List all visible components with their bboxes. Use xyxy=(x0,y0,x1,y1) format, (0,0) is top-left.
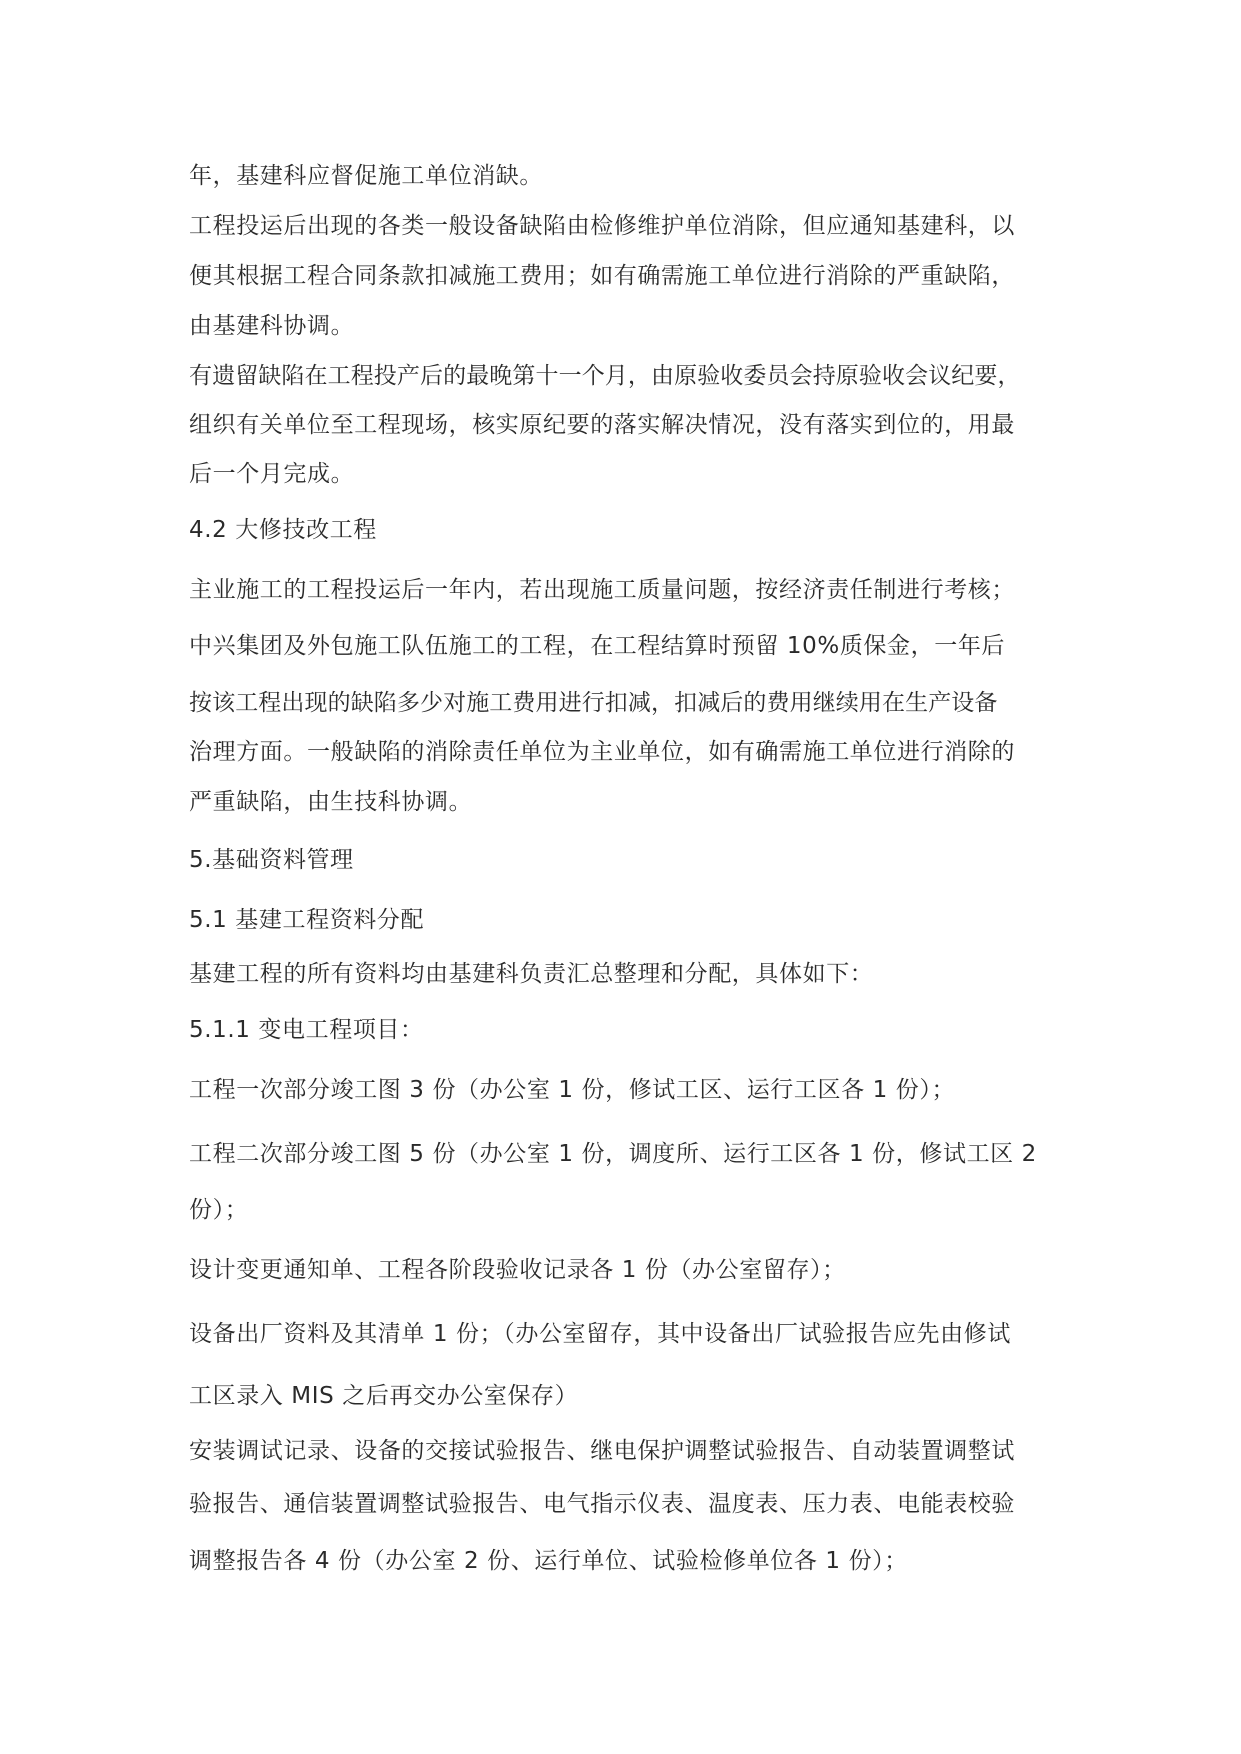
text-line: 年，基建科应督促施工单位消缺。 xyxy=(189,163,543,189)
text-line: 安装调试记录、设备的交接试验报告、继电保护调整试验报告、自动装置调整试 xyxy=(189,1438,1015,1464)
text-line: 便其根据工程合同条款扣减施工费用；如有确需施工单位进行消除的严重缺陷， xyxy=(189,263,1015,289)
section-heading: 5.1.1 变电工程项目： xyxy=(189,1017,424,1043)
text-line: 严重缺陷，由生技科协调。 xyxy=(189,789,473,815)
text-line: 有遗留缺陷在工程投产后的最晚第十一个月，由原验收委员会持原验收会议纪要， xyxy=(189,363,1021,389)
text-line: 工区录入 MIS 之后再交办公室保存） xyxy=(189,1383,579,1409)
text-line: 后一个月完成。 xyxy=(189,461,355,487)
text-line: 验报告、通信装置调整试验报告、电气指示仪表、温度表、压力表、电能表校验 xyxy=(189,1491,1015,1517)
text-line: 由基建科协调。 xyxy=(189,313,355,339)
text-line: 设计变更通知单、工程各阶段验收记录各 1 份（办公室留存）； xyxy=(189,1257,846,1283)
text-line: 基建工程的所有资料均由基建科负责汇总整理和分配，具体如下： xyxy=(189,961,874,987)
section-heading: 5.1 基建工程资料分配 xyxy=(189,907,425,933)
section-heading: 4.2 大修技改工程 xyxy=(189,517,377,543)
text-line: 设备出厂资料及其清单 1 份；（办公室留存，其中设备出厂试验报告应先由修试 xyxy=(189,1321,1011,1347)
text-line: 主业施工的工程投运后一年内，若出现施工质量问题，按经济责任制进行考核； xyxy=(189,577,1015,603)
text-line: 工程二次部分竣工图 5 份（办公室 1 份，调度所、运行工区各 1 份，修试工区 2 xyxy=(189,1141,1037,1167)
text-line: 调整报告各 4 份（办公室 2 份、运行单位、试验检修单位各 1 份）； xyxy=(189,1548,908,1574)
text-line: 工程投运后出现的各类一般设备缺陷由检修维护单位消除，但应通知基建科，以 xyxy=(189,213,1015,239)
text-line: 按该工程出现的缺陷多少对施工费用进行扣减，扣减后的费用继续用在生产设备 xyxy=(189,690,998,716)
text-line: 治理方面。一般缺陷的消除责任单位为主业单位，如有确需施工单位进行消除的 xyxy=(189,739,1015,765)
text-line: 中兴集团及外包施工队伍施工的工程，在工程结算时预留 10%质保金，一年后 xyxy=(189,633,1006,659)
text-line: 组织有关单位至工程现场，核实原纪要的落实解决情况，没有落实到位的，用最 xyxy=(189,412,1015,438)
text-line: 份）； xyxy=(189,1197,249,1223)
section-heading: 5.基础资料管理 xyxy=(189,847,354,873)
text-line: 工程一次部分竣工图 3 份（办公室 1 份，修试工区、运行工区各 1 份）； xyxy=(189,1077,956,1103)
